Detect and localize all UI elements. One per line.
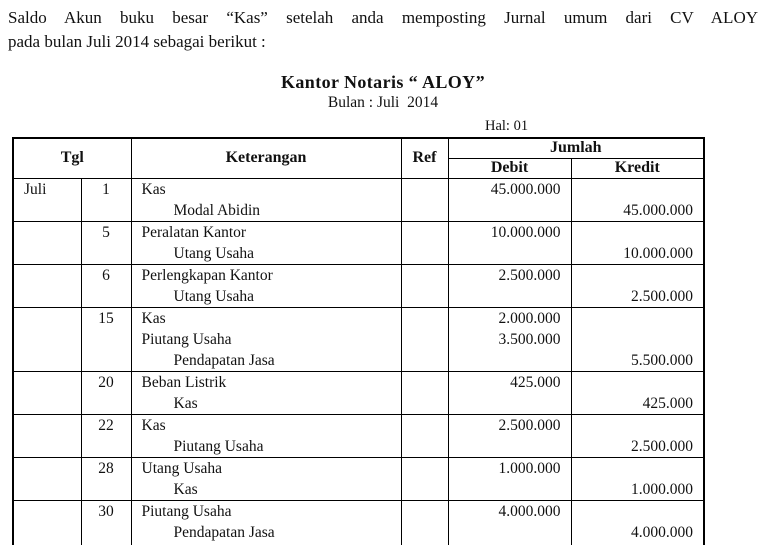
cell-kredit (571, 414, 704, 457)
header-kredit: Kredit (571, 158, 704, 178)
journal-row (13, 371, 704, 414)
entry-debit-value: 2.500.000 (498, 266, 561, 284)
cell-kredit (571, 371, 704, 414)
entry-account-line: Pendapatan Jasa (173, 351, 275, 369)
cell-keterangan (131, 500, 401, 545)
cell-month (13, 414, 81, 457)
cell-ref (401, 307, 448, 371)
cell-debit (448, 414, 571, 457)
journal-row (13, 307, 704, 371)
entry-debit-value (449, 522, 571, 543)
entry-kredit-value (572, 458, 704, 479)
entry-debit-value: 1.000.000 (498, 459, 561, 477)
cell-kredit (571, 264, 704, 307)
cell-date: 28 (81, 457, 131, 500)
cell-keterangan (131, 221, 401, 264)
entry-kredit-value: 5.500.000 (631, 351, 694, 369)
cell-keterangan (131, 264, 401, 307)
entry-debit-value (449, 393, 571, 414)
entry-debit-value (449, 243, 571, 264)
entry-debit-value: 10.000.000 (490, 223, 561, 241)
journal-row (13, 414, 704, 457)
entry-account-line: Kas (173, 480, 198, 498)
page-number-label: Hal: 01 (485, 118, 529, 134)
cell-ref (401, 414, 448, 457)
journal-row (13, 457, 704, 500)
entry-kredit-value (572, 415, 704, 436)
entry-account-line: Kas (141, 416, 166, 434)
cell-month (13, 307, 81, 371)
cell-keterangan (131, 178, 401, 221)
header-jumlah: Jumlah (448, 138, 704, 158)
cell-keterangan (131, 371, 401, 414)
intro-paragraph (8, 6, 758, 54)
cell-kredit (571, 221, 704, 264)
cell-date: 15 (81, 307, 131, 371)
cell-ref (401, 371, 448, 414)
header-keterangan: Keterangan (131, 138, 401, 178)
cell-month: Juli (13, 178, 81, 221)
entry-account-line: Perlengkapan Kantor (141, 266, 273, 284)
journal-table-header (13, 138, 704, 178)
entry-kredit-value (572, 329, 704, 350)
cell-debit (448, 371, 571, 414)
entry-account-line: Utang Usaha (173, 244, 254, 262)
entry-account-line: Utang Usaha (141, 459, 222, 477)
cell-date: 20 (81, 371, 131, 414)
cell-kredit (571, 500, 704, 545)
entry-kredit-value: 4.000.000 (631, 523, 694, 541)
entry-kredit-value (572, 308, 704, 329)
cell-ref (401, 178, 448, 221)
cell-date: 6 (81, 264, 131, 307)
header-tgl: Tgl (13, 138, 131, 178)
cell-month (13, 264, 81, 307)
document-subtitle: Bulan : Juli 2014 (327, 94, 439, 111)
cell-ref (401, 221, 448, 264)
cell-month (13, 221, 81, 264)
intro-line-1: Saldo Akun buku besar “Kas” setelah anda memposting Jurnal umum dari CV ALOY (8, 8, 758, 27)
cell-debit (448, 307, 571, 371)
entry-account-line: Kas (141, 309, 166, 327)
cell-kredit (571, 307, 704, 371)
journal-row (13, 178, 704, 221)
cell-kredit (571, 178, 704, 221)
entry-debit-value: 425.000 (510, 373, 561, 391)
entry-kredit-value: 10.000.000 (623, 244, 694, 262)
entry-kredit-value (572, 372, 704, 393)
cell-ref (401, 500, 448, 545)
entry-account-line: Kas (141, 180, 166, 198)
entry-account-line: Modal Abidin (173, 201, 261, 219)
journal-row (13, 264, 704, 307)
entry-kredit-value: 425.000 (642, 394, 694, 412)
entry-account-line: Piutang Usaha (141, 502, 232, 520)
journal-table (12, 137, 705, 545)
entry-account-line: Pendapatan Jasa (173, 523, 275, 541)
entry-kredit-value: 2.500.000 (631, 287, 694, 305)
entry-debit-value: 4.000.000 (498, 502, 561, 520)
cell-keterangan (131, 414, 401, 457)
document-title: Kantor Notaris “ ALOY” (281, 72, 485, 92)
cell-debit (448, 500, 571, 545)
cell-date: 1 (81, 178, 131, 221)
cell-debit (448, 178, 571, 221)
entry-debit-value: 3.500.000 (498, 330, 561, 348)
entry-debit-value (449, 350, 571, 371)
title-block (8, 71, 758, 112)
cell-date: 22 (81, 414, 131, 457)
header-debit: Debit (448, 158, 571, 178)
cell-month (13, 371, 81, 414)
journal-table-body (13, 178, 704, 545)
entry-kredit-value: 1.000.000 (631, 480, 694, 498)
cell-keterangan (131, 307, 401, 371)
cell-date: 30 (81, 500, 131, 545)
cell-debit (448, 457, 571, 500)
entry-debit-value: 45.000.000 (490, 180, 561, 198)
cell-date: 5 (81, 221, 131, 264)
entry-account-line: Utang Usaha (173, 287, 254, 305)
header-ref: Ref (401, 138, 448, 178)
entry-debit-value (449, 436, 571, 457)
entry-debit-value (449, 200, 571, 221)
entry-kredit-value (572, 501, 704, 522)
entry-account-line: Piutang Usaha (141, 330, 232, 348)
entry-kredit-value: 2.500.000 (631, 437, 694, 455)
cell-month (13, 457, 81, 500)
intro-line-2: pada bulan Juli 2014 sebagai berikut : (8, 32, 266, 51)
entry-debit-value: 2.000.000 (498, 309, 561, 327)
cell-debit (448, 264, 571, 307)
entry-debit-value: 2.500.000 (498, 416, 561, 434)
cell-month (13, 500, 81, 545)
cell-kredit (571, 457, 704, 500)
entry-debit-value (449, 286, 571, 307)
entry-debit-value (449, 479, 571, 500)
entry-kredit-value (572, 179, 704, 200)
journal-row (13, 221, 704, 264)
cell-ref (401, 264, 448, 307)
journal-row (13, 500, 704, 545)
entry-account-line: Piutang Usaha (173, 437, 264, 455)
cell-ref (401, 457, 448, 500)
entry-kredit-value (572, 265, 704, 286)
cell-keterangan (131, 457, 401, 500)
cell-debit (448, 221, 571, 264)
entry-account-line: Peralatan Kantor (141, 223, 247, 241)
entry-kredit-value (572, 222, 704, 243)
entry-account-line: Beban Listrik (141, 373, 227, 391)
entry-kredit-value: 45.000.000 (623, 201, 694, 219)
entry-account-line: Kas (173, 394, 198, 412)
